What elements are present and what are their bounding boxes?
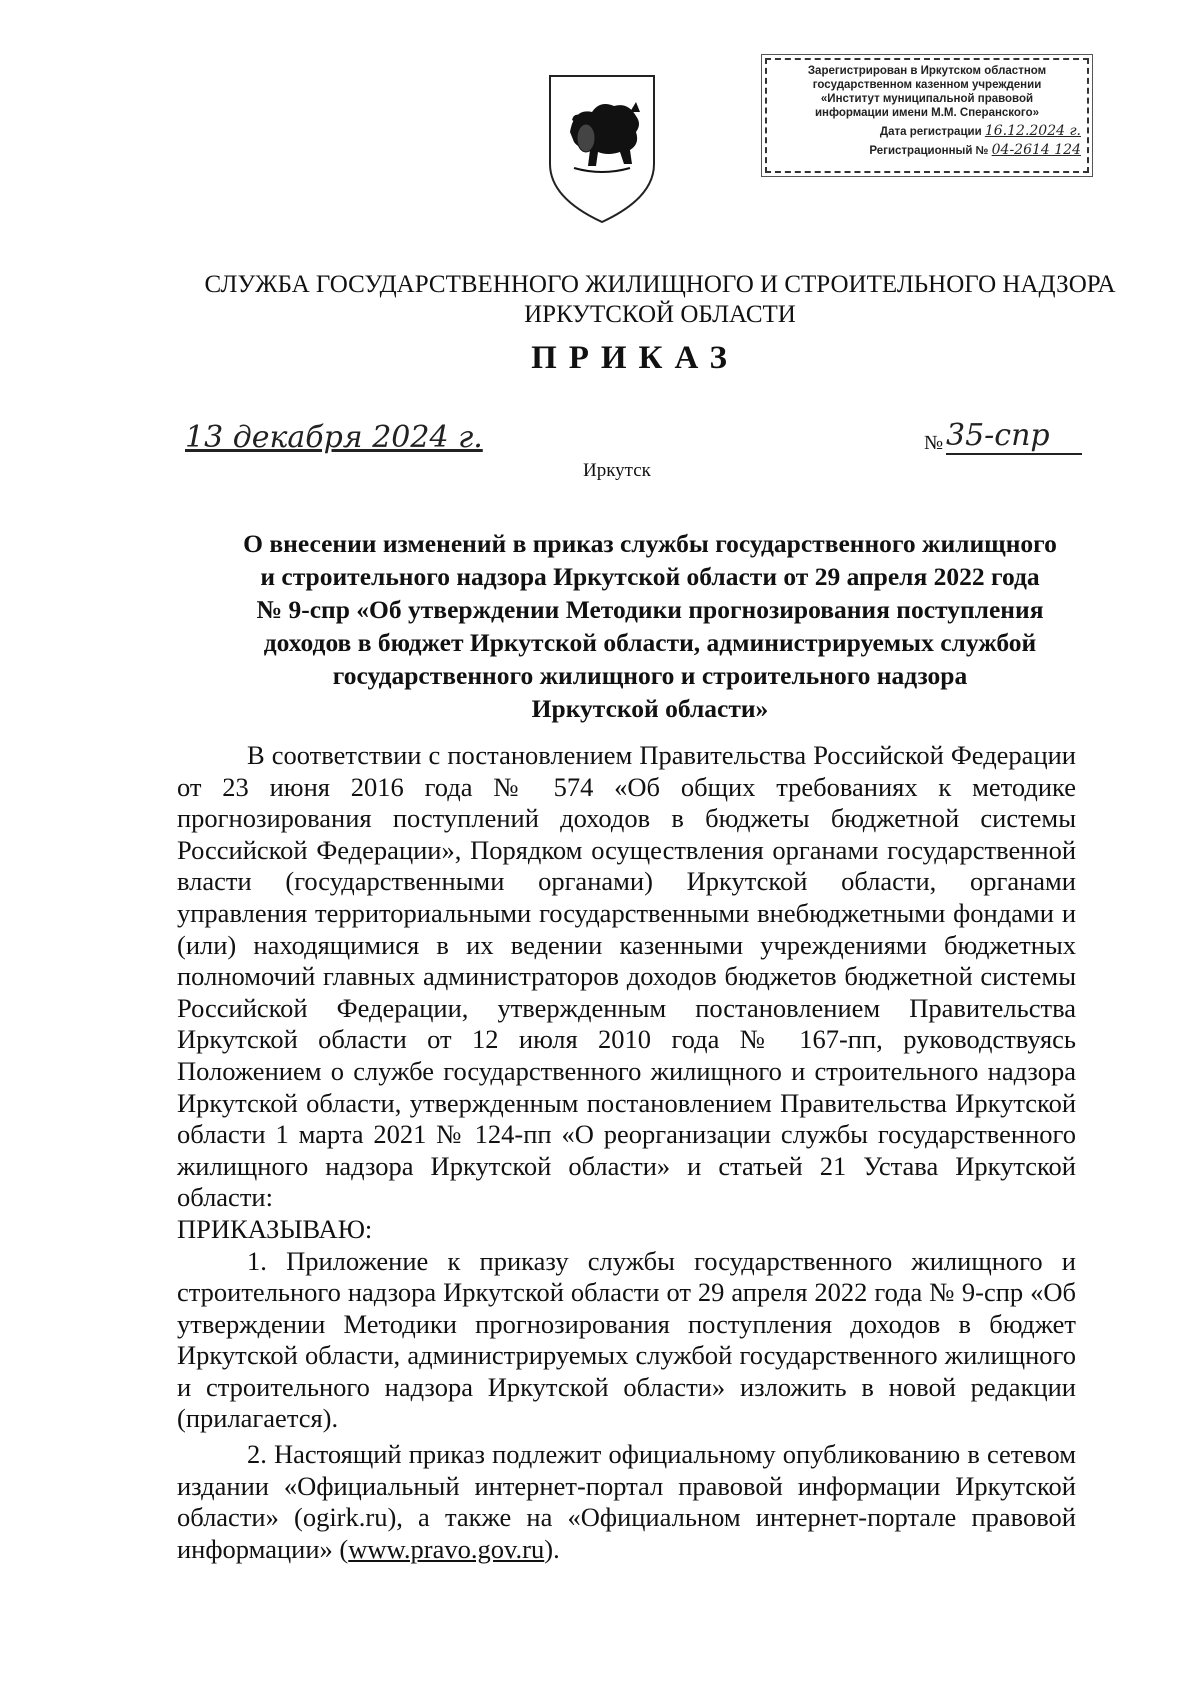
stamp-reg-value: 04-2614 124 <box>991 142 1081 158</box>
preamble-paragraph: В соответствии с постановлением Правительства Российской Федерации от 23 июня 2016 года № 574 «Об общих требованиях к методике прогнозирования поступлений доходов в бюджеты бюджетной системы Российской Федерации», Порядком осуществления органами государственной власти (государственными органами) Иркутской области, органами управления территориальными государственными внебюджетными фондами и (или) находящимися в их ведении казенными учреждениями бюджетных полномочий главных администраторов доходов бюджетов бюджетной системы Российской Федерации, утвержденным постановлением Правительства Иркутской области от 12 июля 2010 года № 167-пп, руководствуясь Положением о службе государственного жилищного и строительного надзора Иркутской области, утвержденным постановлением Правительства Иркутской области 1 марта 2021 № 124-пп «О реорганизации службы государственного жилищного надзора Иркутской области» и статьей 21 Устава Иркутской области: <box>177 740 1076 1213</box>
order-title-line: О внесении изменений в приказ службы государственного жилищного <box>243 529 1057 558</box>
registration-stamp <box>765 58 1089 173</box>
item-1-paragraph: 1. Приложение к приказу службы государственного жилищного и строительного надзора Иркутской области от 29 апреля 2022 года № 9-спр «Об утверждении Методики прогнозирования поступления доходов в бюджет Иркутской области, администрируемых службой государственного жилищного и строительного надзора Иркутской области» изложить в новой редакции (прилагается). <box>177 1245 1076 1434</box>
handwritten-number: 35-спр <box>946 418 1082 455</box>
order-title-line: № 9-спр «Об утверждении Методики прогнозирования поступления <box>256 595 1044 624</box>
stamp-line: государственном казенном учреждении <box>812 79 1042 91</box>
item-2-end: ). <box>544 1533 560 1564</box>
order-word: ПРИКАЗЫВАЮ: <box>177 1213 373 1244</box>
item-2-text: 2. Настоящий приказ подлежит официальному опубликованию в сетевом издании «Официальный интернет-портал правовой информации Иркутской области» (ogirk.ru), а также на «Официальном интернет-портале правовой информации» ( <box>177 1439 1076 1564</box>
stamp-date-label: Дата регистрации <box>879 126 982 138</box>
agency-name-line: ИРКУТСКОЙ ОБЛАСТИ <box>524 301 796 328</box>
document-type-title: ПРИКАЗ <box>531 340 739 376</box>
stamp-line: Зарегистрирован в Иркутском областном <box>807 65 1047 77</box>
order-title <box>200 527 1100 725</box>
stamp-line: информации имени М.М. Сперанского» <box>814 107 1039 119</box>
handwritten-date: 13 декабря 2024 г. <box>185 420 483 455</box>
order-title-line: и строительного надзора Иркутской области от 29 апреля 2022 года <box>260 562 1040 591</box>
stamp-reg-label: Регистрационный № <box>869 145 989 157</box>
number-label: № <box>924 432 944 454</box>
stamp-date-value: 16.12.2024 г. <box>984 123 1081 139</box>
stamp-date-row <box>773 124 1081 139</box>
agency-name <box>150 270 1170 330</box>
order-title-line: доходов в бюджет Иркутской области, администрируемых службой <box>263 628 1037 657</box>
order-title-line: государственного жилищного и строительного надзора <box>332 661 968 690</box>
order-body <box>177 740 1076 1565</box>
agency-name-line: СЛУЖБА ГОСУДАРСТВЕННОГО ЖИЛИЩНОГО И СТРОИТЕЛЬНОГО НАДЗОРА <box>204 271 1116 298</box>
irkutsk-coat-of-arms-emblem <box>544 72 660 228</box>
pravo-gov-link[interactable]: www.pravo.gov.ru <box>348 1533 545 1564</box>
stamp-reg-row <box>773 143 1081 158</box>
order-title-line: Иркутской области» <box>531 694 769 723</box>
city: Иркутск <box>583 460 651 481</box>
stamp-line: «Институт муниципальной правовой <box>820 93 1034 105</box>
item-2-paragraph <box>177 1439 1076 1565</box>
